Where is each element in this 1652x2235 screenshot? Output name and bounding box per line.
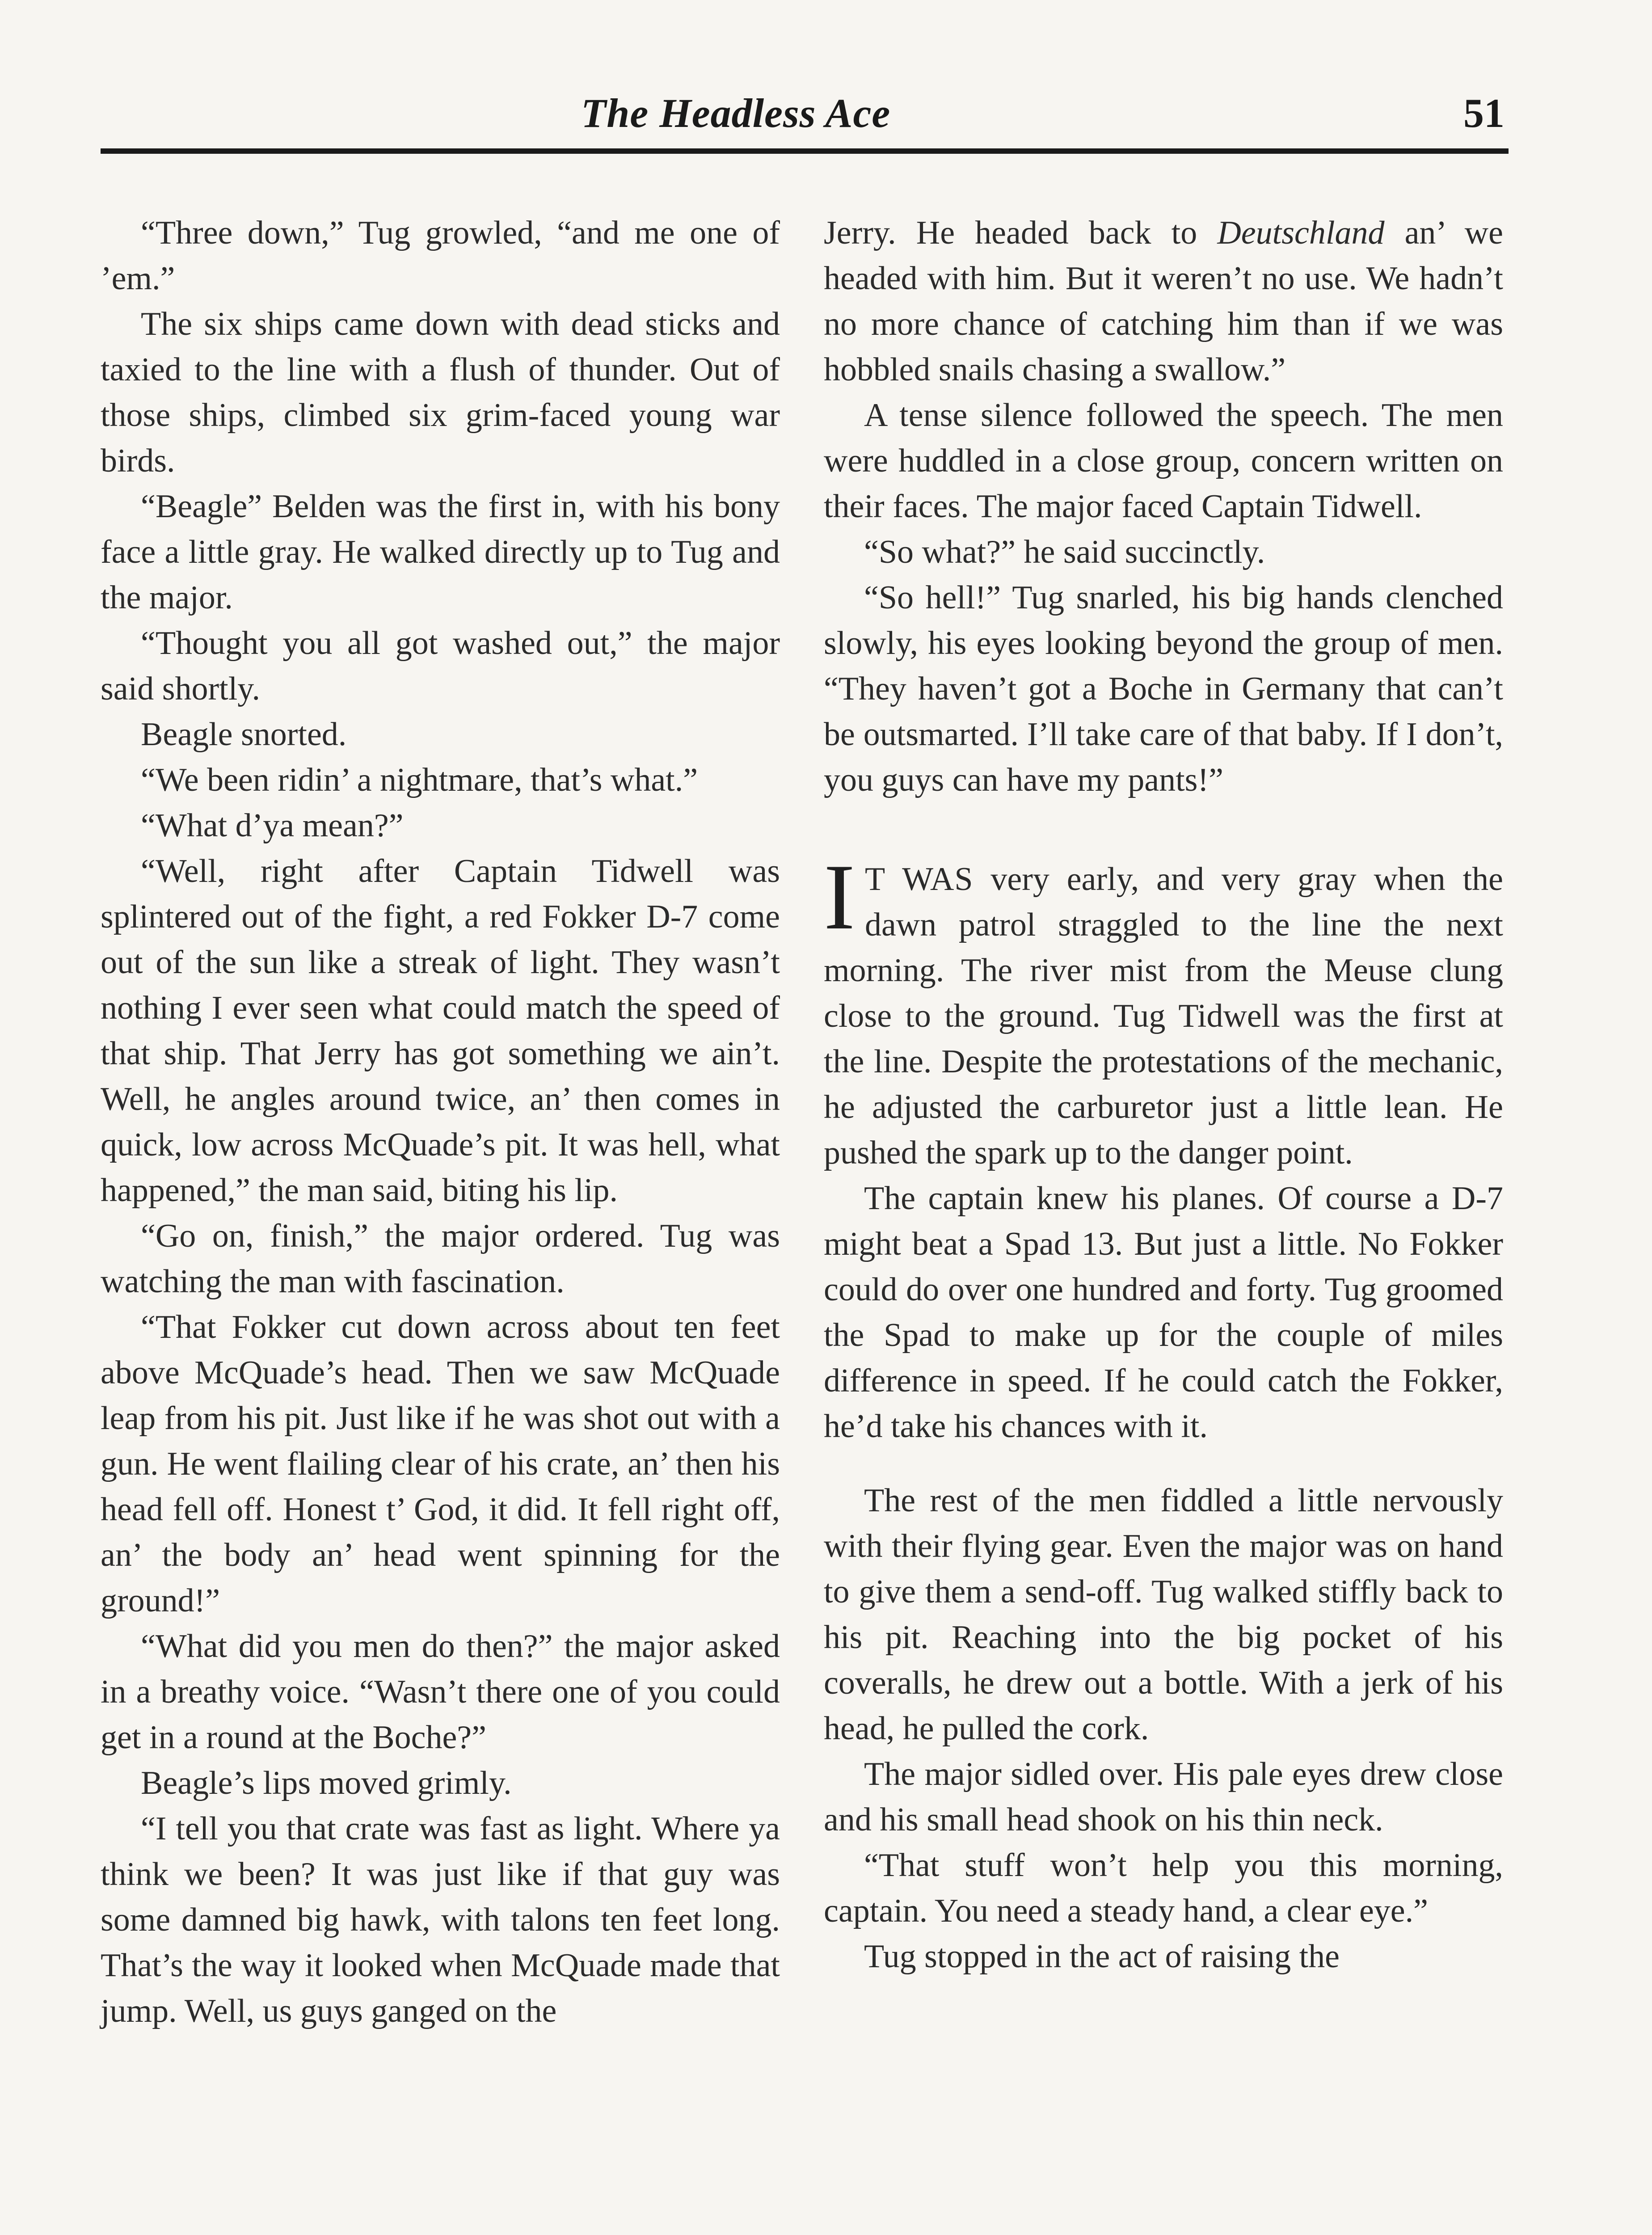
paragraph: “Well, right after Captain Tidwell was splintered out of the fight, a red Fokker D-7 come out of the sun like a streak of light. They wasn’t nothing I ever seen what could match the speed of that ship. That Jerry has got something we ain’t. Well, he angles around twice, an’ then comes in quick, low across McQuade’s pit. It was hell, what happened,” the man said, biting his lip.	[101, 853, 780, 1209]
paragraph: “We been ridin’ a nightmare, that’s what.”	[141, 762, 698, 798]
text-run: Jerry. He headed back to	[824, 215, 1218, 251]
paragraph: “What did you men do then?” the major asked in a breathy voice. “Wasn’t there one of you could get in a round at the Boche?”	[101, 1628, 780, 1756]
paragraph: Tug stopped in the act of raising the	[864, 1938, 1340, 1975]
running-head-title: The Headless Ace	[581, 90, 891, 136]
section-opening-paragraph	[824, 845, 1503, 1176]
paragraph: The captain knew his planes. Of course a D-7 might beat a Spad 13. But just a little. No Fokker could do over one hundred and forty. Tug groomed the Spad to make up for the couple of miles difference in speed. If he could catch the Fokker, he’d take his chances with it.	[824, 1180, 1503, 1445]
paragraph: “Beagle” Belden was the first in, with his bony face a little gray. He walked directly up to Tug and the major.	[101, 488, 780, 616]
paragraph: “So hell!” Tug snarled, his big hands clenched slowly, his eyes looking beyond the group of men. “They haven’t got a Boche in Germany that can’t be outsmarted. I’ll take care of that baby. If I don’t, you guys can have my pants!”	[824, 579, 1503, 798]
header-rule	[101, 148, 1509, 154]
paragraph: “That Fokker cut down across about ten feet above McQuade’s head. Then we saw McQuade leap from his pit. Just like if he was shot out with a gun. He went flailing clear of his crate, an’ then his head fell off. Honest t’ God, it did. It fell right off, an’ the body an’ head went spinning for the ground!”	[101, 1309, 780, 1619]
paragraph: The major sidled over. His pale eyes drew close and his small head shook on his thin neck.	[824, 1756, 1503, 1838]
paragraph: “Thought you all got washed out,” the major said shortly.	[101, 625, 780, 707]
paragraph: A tense silence followed the speech. The men were huddled in a close group, concern written on their faces. The major faced Captain Tidwell.	[824, 397, 1503, 525]
paragraph: “What d’ya mean?”	[141, 807, 404, 844]
left-column	[101, 210, 780, 2034]
paragraph: The six ships came down with dead sticks and taxied to the line with a flush of thunder. Out of those ships, climbed six grim-faced young war birds.	[101, 306, 780, 479]
paragraph: “That stuff won’t help you this morning, captain. You need a steady hand, a clear eye.”	[824, 1847, 1503, 1929]
right-column	[824, 210, 1503, 1979]
paragraph: “So what?” he said succinctly.	[864, 534, 1265, 570]
paragraph: Beagle snorted.	[141, 716, 347, 753]
italic-word: Deutschland	[1217, 215, 1385, 251]
text-run: very early, and very gray when the dawn patrol straggled to the line the next morning. The river mist from the Meuse clung close to the ground. Tug Tidwell was the first at the line. Despite the protestations of the mechanic, he adjusted the carburetor just a little lean. He pushed the spark up to the danger point.	[824, 861, 1503, 1171]
paragraph: “I tell you that crate was fast as light. Where ya think we been? It was just like if that guy was some damned big hawk, with talons ten feet long. That’s the way it looked when McQuade made that jump. Well, us guys ganged on the	[101, 1810, 780, 2029]
paragraph: The rest of the men fiddled a little nervously with their flying gear. Even the major was on hand to give them a send-off. Tug walked stiffly back to his pit. Reaching into the big pocket of his coveralls, he drew out a bottle. With a jerk of his head, he pulled the cork.	[824, 1482, 1503, 1747]
text-run: an’ we headed with him. But it weren’t no use. We hadn’t no more chance of catching him than if we was hobbled snails chasing a swallow.”	[824, 215, 1503, 388]
paragraph: “Go on, finish,” the major ordered. Tug was watching the man with fascination.	[101, 1218, 780, 1300]
paragraph: Beagle’s lips moved grimly.	[141, 1765, 512, 1801]
page-number: 51	[1463, 90, 1504, 136]
drop-cap: I	[824, 845, 855, 949]
small-caps-lead: T WAS	[864, 861, 974, 898]
paragraph: “Three down,” Tug growled, “and me one of ’em.”	[101, 215, 780, 297]
continued-paragraph	[824, 210, 1503, 392]
